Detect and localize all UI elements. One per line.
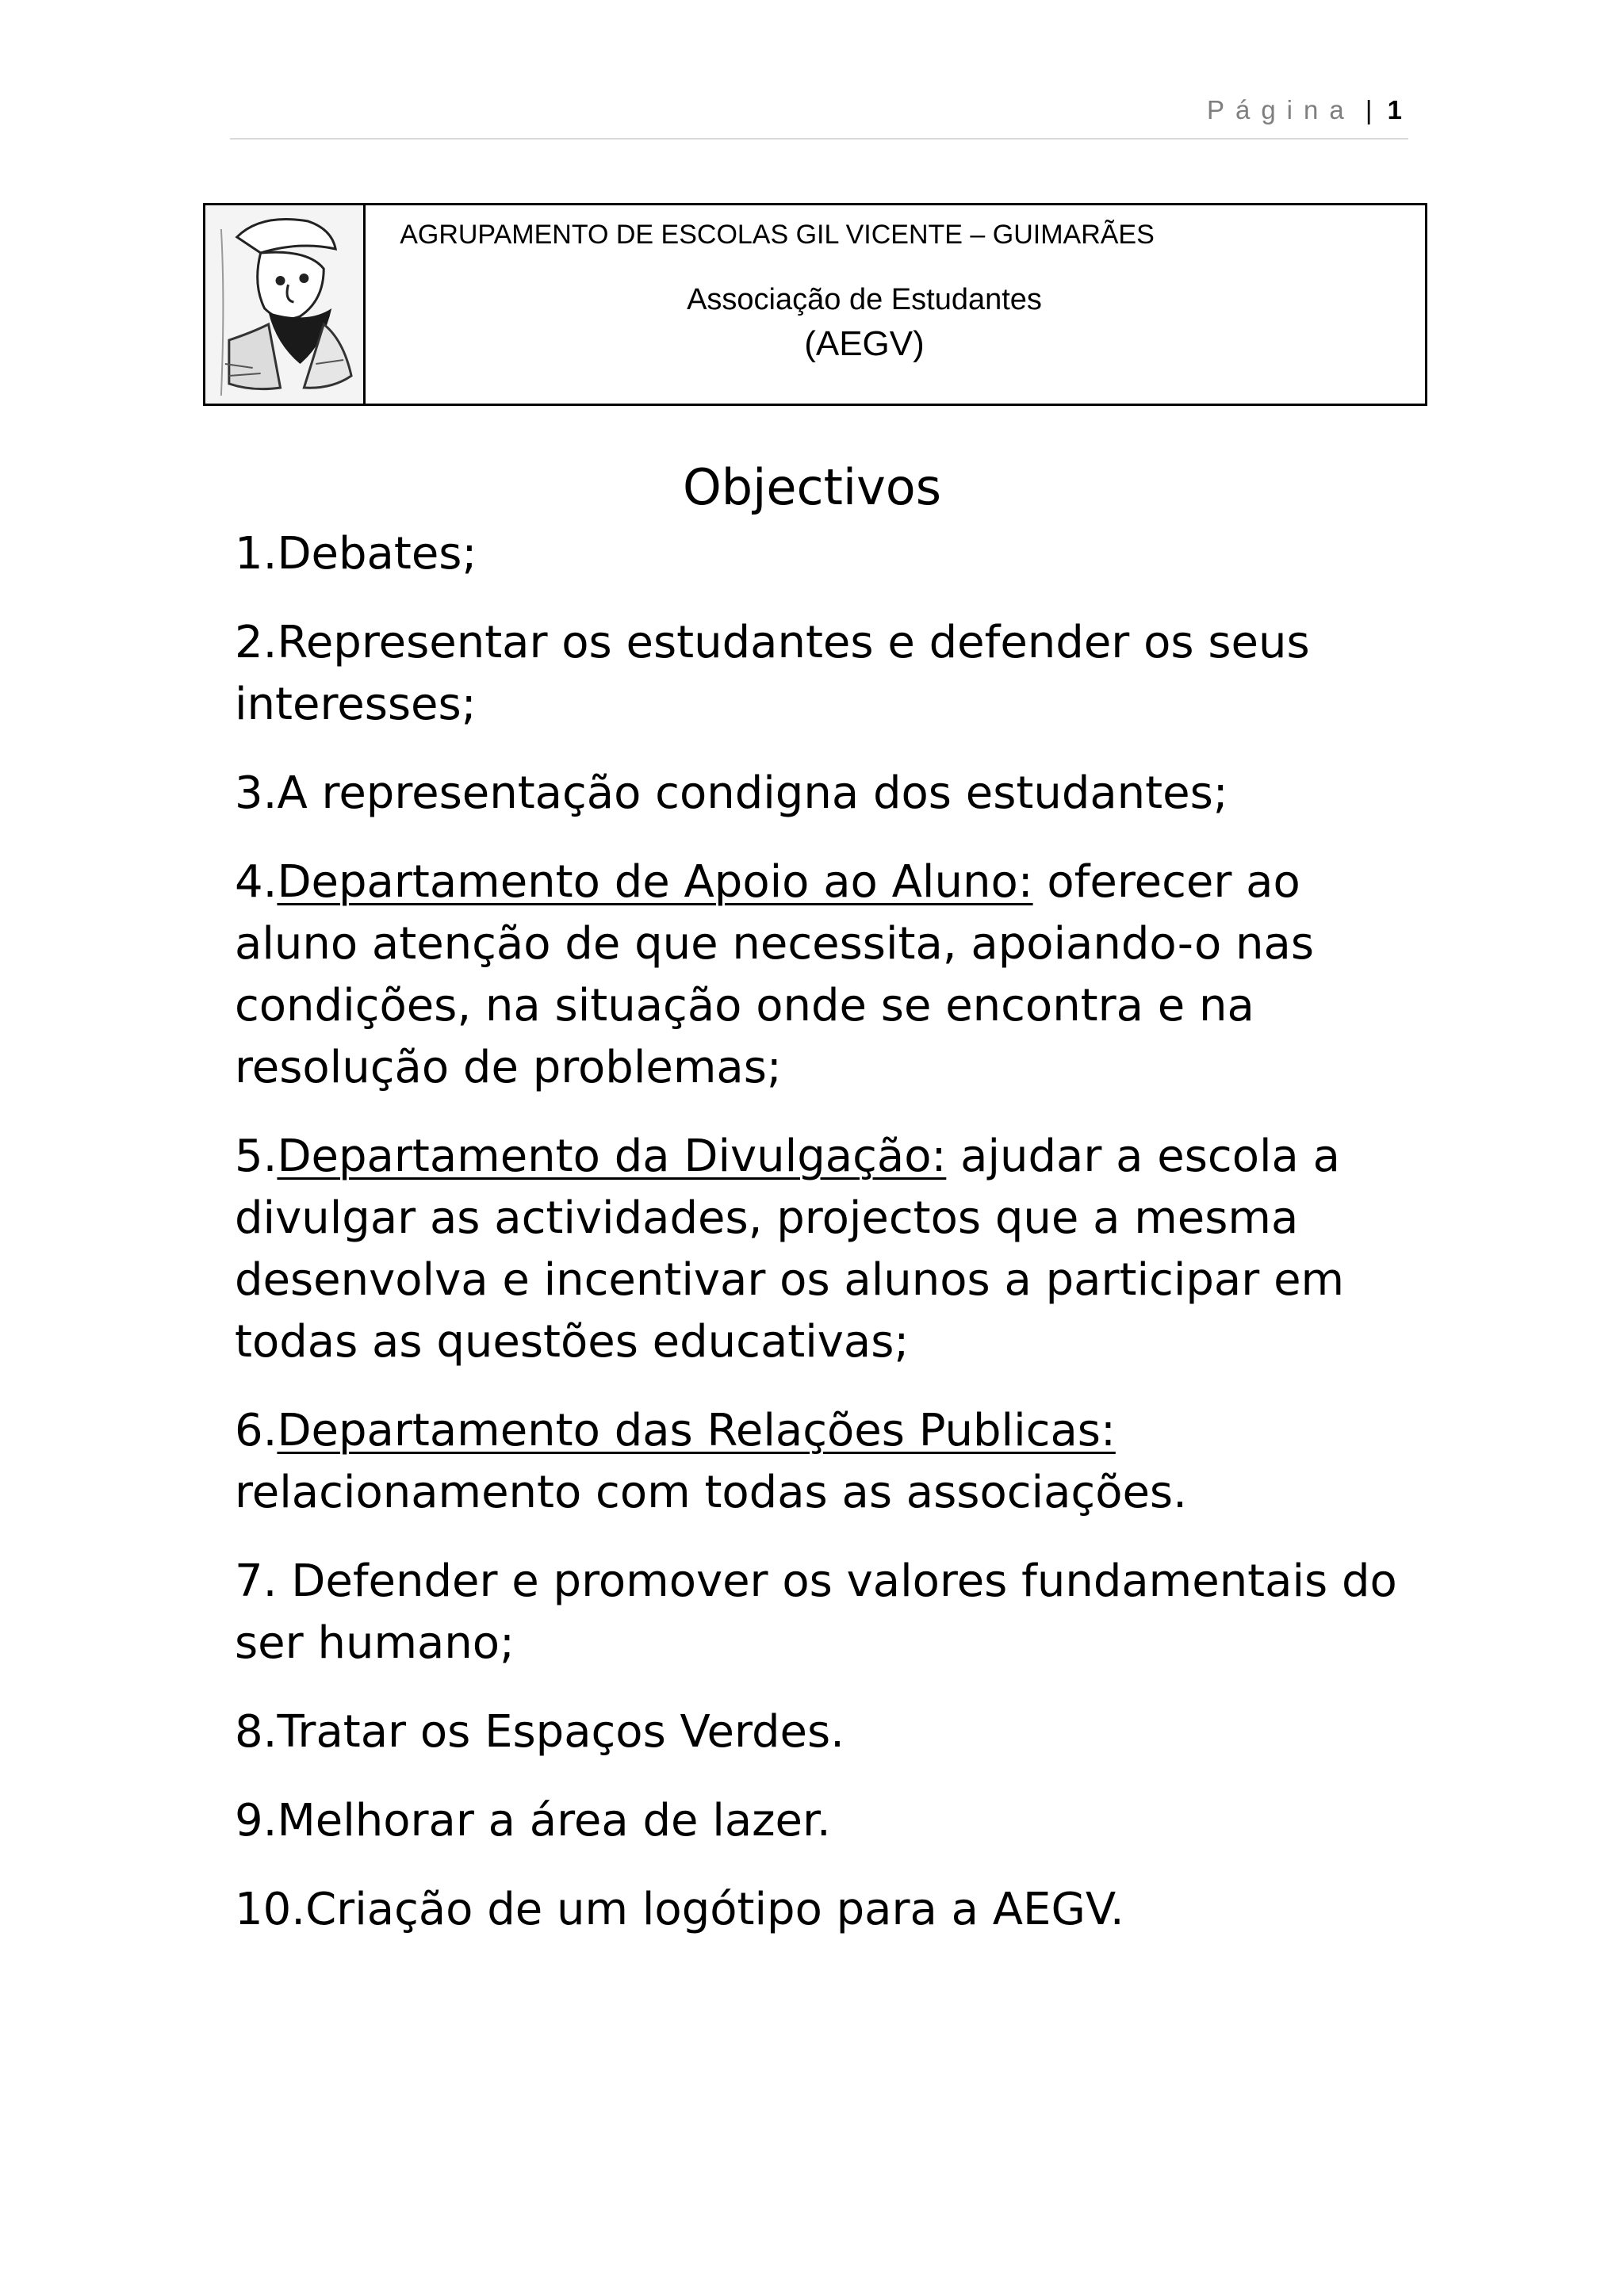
objective-number: 5. bbox=[235, 1131, 278, 1182]
page-label: Página bbox=[1206, 95, 1355, 124]
objective-number: 9. bbox=[235, 1795, 278, 1846]
objective-number: 8. bbox=[235, 1706, 278, 1758]
objective-item bbox=[235, 1879, 1424, 1941]
objective-text: oferecer ao aluno atenção de que necessita, apoiando-o nas condições, na situação onde se encontra e na resolução de problemas; bbox=[235, 856, 1315, 1093]
objectives-list bbox=[235, 523, 1424, 1968]
objective-text: A representação condigna dos estudantes; bbox=[277, 767, 1228, 819]
objective-item bbox=[235, 523, 1424, 585]
objective-number: 2. bbox=[235, 617, 278, 668]
objective-text: Representar os estudantes e defender os seus interesses; bbox=[235, 617, 1310, 730]
objective-item bbox=[235, 763, 1424, 825]
page-number: 1 bbox=[1387, 95, 1402, 124]
school-name: AGRUPAMENTO DE ESCOLAS GIL VICENTE – GUIMARÃES bbox=[400, 220, 1155, 250]
page-title: Objectivos bbox=[682, 458, 942, 516]
objective-item bbox=[235, 1400, 1424, 1524]
objective-item bbox=[235, 1790, 1424, 1852]
objective-number: 4. bbox=[235, 856, 278, 908]
objective-heading: Departamento de Apoio ao Aluno: bbox=[277, 856, 1033, 908]
objective-item bbox=[235, 1551, 1424, 1674]
objective-number: 1. bbox=[235, 528, 278, 580]
objective-heading: Departamento da Divulgação: bbox=[277, 1131, 947, 1182]
association-acronym: (AEGV) bbox=[804, 324, 925, 363]
objective-item bbox=[235, 612, 1424, 736]
objective-item bbox=[235, 851, 1424, 1099]
objective-number: 6. bbox=[235, 1405, 278, 1456]
objective-number: 7. bbox=[235, 1556, 278, 1607]
caricature-portrait-logo-icon bbox=[205, 205, 366, 404]
association-name: Associação de Estudantes bbox=[687, 283, 1042, 316]
objective-text: Debates; bbox=[277, 528, 477, 580]
objective-text: Criação de um logótipo para a AEGV. bbox=[305, 1884, 1124, 1935]
objective-number: 10. bbox=[235, 1884, 306, 1935]
objective-item bbox=[235, 1126, 1424, 1373]
school-header-box bbox=[203, 203, 1427, 406]
objective-item bbox=[235, 1701, 1424, 1763]
page-separator: | bbox=[1365, 95, 1373, 124]
objective-heading: Departamento das Relações Publicas: bbox=[277, 1405, 1116, 1456]
objective-text: relacionamento com todas as associações. bbox=[235, 1467, 1187, 1518]
page-header bbox=[230, 94, 1408, 140]
objective-text: Melhorar a área de lazer. bbox=[277, 1795, 831, 1846]
objective-text: Defender e promover os valores fundamentais do ser humano; bbox=[235, 1556, 1397, 1669]
objective-number: 3. bbox=[235, 767, 278, 819]
objective-text: Tratar os Espaços Verdes. bbox=[277, 1706, 845, 1758]
page-number-indicator bbox=[1207, 95, 1402, 125]
objective-text: ajudar a escola a divulgar as actividades, projectos que a mesma desenvolva e incentivar os alunos a participar em todas as questões educativas; bbox=[235, 1131, 1345, 1368]
